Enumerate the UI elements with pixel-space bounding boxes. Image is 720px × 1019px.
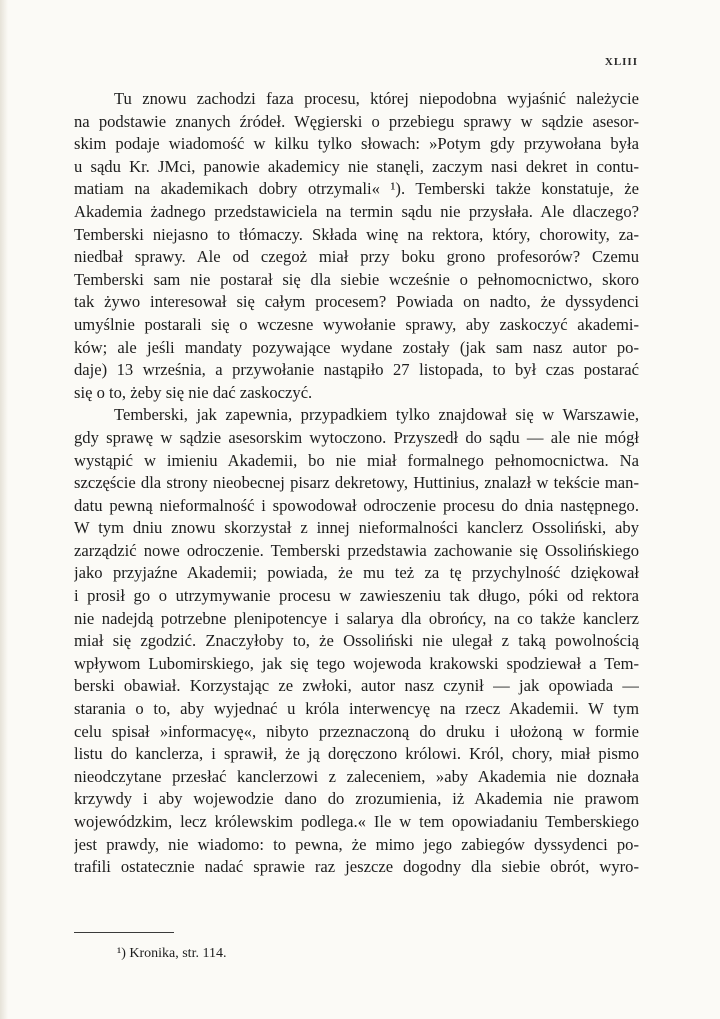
text-line: na podstawie znanych źródeł. Węgierski o przebiegu sprawy w sądzie asesor- (74, 111, 639, 131)
text-line: tak żywo interesował się całym procesem? Powiada on nadto, że dyssydenci (74, 292, 639, 312)
footnote-divider (74, 932, 174, 933)
text-line: i prosił go o utrzymywanie procesu w zawieszeniu tak długo, póki od rektora (74, 586, 639, 606)
text-line: Temberski sam nie postarał się dla siebie wcześnie o pełnomocnictwo, skoro (74, 269, 639, 289)
text-line: Temberski niejasno to tłómaczy. Składa winę na rektora, który, chorowity, za- (74, 224, 639, 244)
page-number: XLIII (604, 56, 638, 68)
text-line: miał się zgodzić. Znaczyłoby to, że Ossoliński nie ulegał z taką powolnością (74, 631, 639, 651)
text-line: trafili ostatecznie nadać sprawie raz jeszcze dogodny dla siebie obrót, wyro- (74, 857, 639, 877)
text-line: berski obawiał. Korzystając ze zwłoki, autor nasz czynił — jak opowiada — (74, 676, 639, 696)
text-line: wystąpić w imieniu Akademii, bo nie miał formalnego pełnomocnictwa. Na (74, 450, 639, 470)
text-line: wpływom Lubomirskiego, jak się tego wojewoda krakowski spodziewał a Tem- (74, 653, 639, 673)
text-line: zarządzić nowe odroczenie. Temberski przedstawia zachowanie się Ossolińskiego (74, 540, 639, 560)
text-line: ków; ale jeśli mandaty pozywające wydane zostały (jak sam nasz autor po- (74, 337, 639, 357)
page-binding-shadow (0, 0, 8, 1019)
text-line: nie nadejdą potrzebne plenipotencye i salarya dla obrońcy, na co także kanclerz (74, 608, 639, 628)
text-line: wojewódzkim, lecz królewskim podlega.« Ile w tem opowiadaniu Temberskiego (74, 812, 639, 831)
text-line: krzywdy i aby wojewodzie dano do zrozumienia, iż Akademia nie prawom (74, 789, 639, 809)
text-line: daje) 13 września, a przywołanie nastąpiło 27 listopada, to był czas postarać (74, 360, 639, 380)
text-line: niedbał sprawy. Ale od czegoż miał przy boku grono profesorów? Czemu (74, 247, 639, 267)
text-line: jest prawdy, nie wiadomo: to pewna, że mimo jego zabiegów dyssydenci po- (74, 834, 639, 854)
text-line: Tu znowu zachodzi faza procesu, której niepodobna wyjaśnić należycie (114, 89, 639, 108)
text-line: Akademia żadnego przedstawiciela na termin sądu nie przysłała. Ale dlaczego? (74, 201, 639, 221)
body-text (74, 88, 639, 879)
text-line: skim podaje wiadomość w kilku tylko słowach: »Potym gdy przywołana była (74, 134, 639, 154)
text-line: matiam na akademikach dobry otrzymali« ¹). Temberski także konstatuje, że (74, 179, 639, 199)
text-line: jako przyjaźne Akademii; powiada, że mu też za tę przychylność dziękował (74, 563, 639, 583)
text-line: datu pewną nieformalność i spowodował odroczenie procesu do dnia następnego. (74, 495, 639, 515)
text-line: Temberski, jak zapewnia, przypadkiem tylko znajdował się w Warszawie, (114, 405, 639, 425)
text-line: starania o to, aby wyjednać u króla interwencyę na rzecz Akademii. W tym (74, 699, 639, 719)
text-line: celu spisał »informacyę«, nibyto przeznaczoną do druku i ułożoną w formie (74, 721, 639, 741)
text-line: umyślnie postarali się o wczesne wywołanie sprawy, aby zaskoczyć akademi- (74, 314, 639, 334)
text-line: się o to, żeby się nie dać zaskoczyć. (74, 382, 313, 402)
footnote: ¹) Kronika, str. 114. (117, 946, 227, 961)
text-line: nieodczytane przesłać kanclerzowi z zaleceniem, »aby Akademia nie doznała (74, 766, 639, 786)
text-line: u sądu Kr. JMci, panowie akademicy nie stanęli, zaczym nasi dekret in contu- (74, 156, 639, 176)
text-line: gdy sprawę w sądzie asesorskim wytoczono. Przyszedł do sądu — ale nie mógł (74, 427, 639, 447)
text-line: listu do kanclerza, i sprawił, że ją doręczono królowi. Król, chory, miał pismo (74, 744, 639, 764)
text-line: W tym dniu znowu skorzystał z innej nieformalności kanclerz Ossoliński, aby (74, 518, 639, 538)
text-line: szczęście dla strony nieobecnej pisarz dekretowy, Huttinius, znalazł w tekście man- (74, 473, 639, 493)
